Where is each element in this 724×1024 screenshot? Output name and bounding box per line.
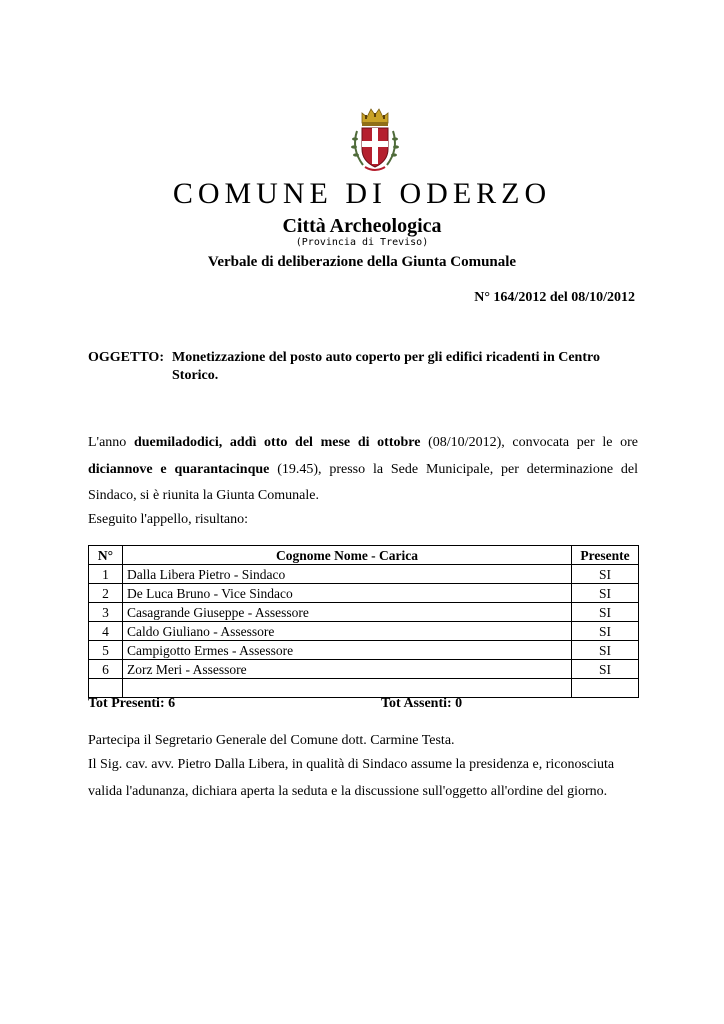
intro-text-3: (19.45), presso la Sede Municipale, per determinazione del Sindaco, si è riunita la Giunta Comunale. [88,461,638,503]
row-present: SI [572,565,639,584]
document-type: Verbale di deliberazione della Giunta Comunale [207,254,517,270]
page-title: COMUNE DI ODERZO [172,177,552,210]
table-row [89,622,639,641]
row-number: 4 [89,622,123,641]
col-header-name: Cognome Nome - Carica [123,546,572,565]
row-present: SI [572,641,639,660]
row-name: Dalla Libera Pietro - Sindaco [123,565,572,584]
row-number: 3 [89,603,123,622]
row-name: Caldo Giuliano - Assessore [123,622,572,641]
province-label: (Provincia di Treviso) [295,237,429,248]
intro-paragraph [88,430,638,510]
empty-cell [123,679,572,698]
intro-text-1: L'anno [88,435,134,450]
intro-text-2: (08/10/2012), convocata per le ore [420,435,638,450]
oggetto-label: OGGETTO: [88,350,164,365]
attendance-table [88,545,639,698]
row-name: Campigotto Ermes - Assessore [123,641,572,660]
empty-cell [572,679,639,698]
intro-date-text: duemiladodici, addì otto del mese di ottobre [133,435,421,450]
row-name: Zorz Meri - Assessore [123,660,572,679]
row-number: 1 [89,565,123,584]
row-present: SI [572,584,639,603]
row-number: 6 [89,660,123,679]
intro-time-text: diciannove e quarantacinque [88,461,270,477]
col-header-present: Presente [572,546,639,565]
table-row [89,584,639,603]
presidency-paragraph: Il Sig. cav. avv. Pietro Dalla Libera, in qualità di Sindaco assume la presidenza e, riconosciuta valida l'adunanza, dichiara aperta la seduta e la discussione sull'oggetto all'ordine del giorno. [88,757,615,799]
table-row [89,641,639,660]
table-row [89,660,639,679]
total-present: Tot Presenti: 6 [88,696,176,711]
row-present: SI [572,622,639,641]
row-name: Casagrande Giuseppe - Assessore [123,603,572,622]
total-absent: Tot Assenti: 0 [381,696,463,711]
table-header-row [89,546,639,565]
row-number: 5 [89,641,123,660]
secretary-paragraph: Partecipa il Segretario Generale del Comune dott. Carmine Testa. [88,733,455,748]
coat-of-arms-icon [345,105,405,177]
table-row [89,565,639,584]
page-subtitle: Città Archeologica [282,215,442,237]
col-header-number: N° [89,546,123,565]
row-number: 2 [89,584,123,603]
deliberation-number: N° 164/2012 del 08/10/2012 [474,290,635,305]
appello-text: Eseguito l'appello, risultano: [88,512,248,527]
row-present: SI [572,603,639,622]
row-name: De Luca Bruno - Vice Sindaco [123,584,572,603]
table-row [89,603,639,622]
row-present: SI [572,660,639,679]
oggetto-text: Monetizzazione del posto auto coperto per gli edifici ricadenti in Centro Storico. [172,350,600,383]
